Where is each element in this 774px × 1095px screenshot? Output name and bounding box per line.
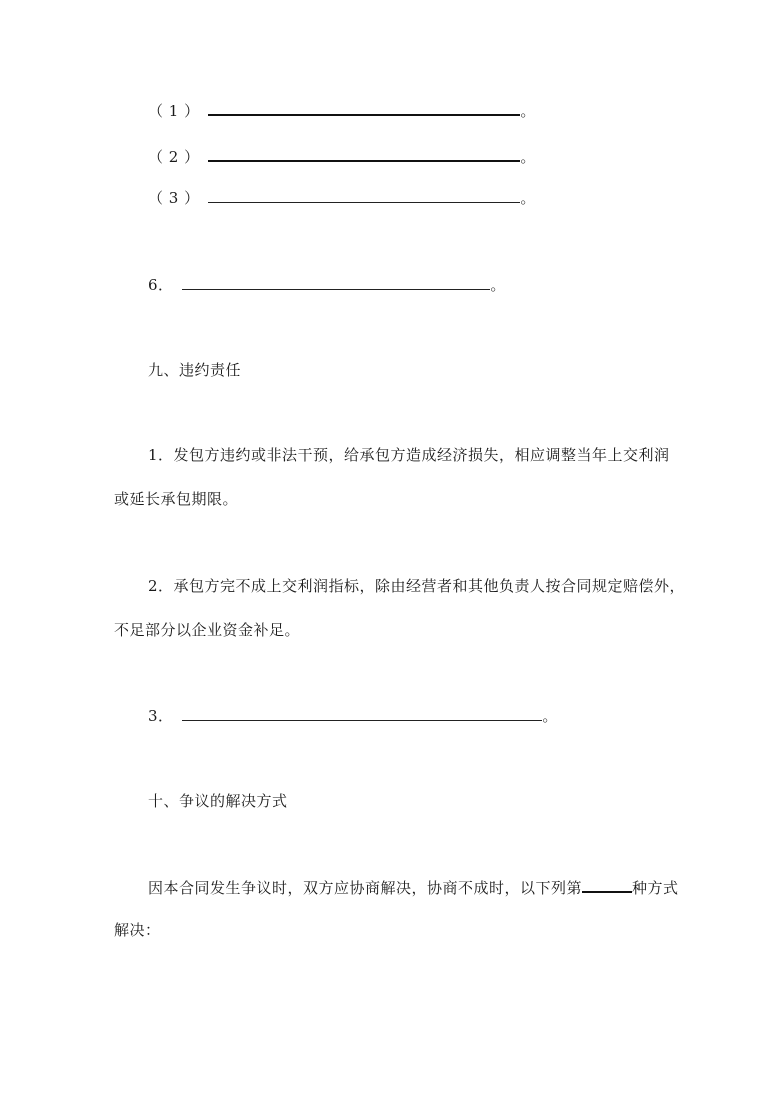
fill-in-line-1[interactable] [208, 100, 520, 116]
section-10-heading: 十、争议的解决方式 [148, 792, 288, 810]
item-1-label: （ 1 ） [148, 102, 200, 120]
section-10-para-line-2: 解决： [114, 921, 161, 939]
blank-item-2 [148, 146, 535, 167]
section-9-item-3-label: 3． [148, 707, 174, 725]
fill-in-method-number[interactable] [582, 877, 632, 893]
fill-in-line-3[interactable] [208, 188, 520, 203]
section-9-item-3-end: 。 [542, 707, 558, 725]
section-9-para-1-line-1: 1．发包方违约或非法干预，给承包方造成经济损失，相应调整当年上交利润 [148, 446, 670, 464]
section-9-item-3 [148, 706, 557, 726]
fill-in-line-6[interactable] [182, 275, 490, 290]
section-9-para-2-line-2: 不足部分以企业资金补足。 [114, 621, 301, 639]
section-10-para-after: 种方式 [632, 879, 679, 897]
item-6-label: 6． [148, 276, 174, 294]
item-6-end: 。 [490, 276, 506, 294]
fill-in-line-9-3[interactable] [182, 706, 542, 721]
blank-item-1 [148, 100, 535, 121]
blank-item-6 [148, 275, 505, 295]
fill-in-line-2[interactable] [208, 146, 520, 162]
item-3-label: （ 3 ） [148, 189, 200, 207]
blank-item-3 [148, 188, 535, 208]
item-3-end: 。 [520, 189, 536, 207]
section-9-para-2-line-1: 2．承包方完不成上交利润指标，除由经营者和其他负责人按合同规定赔偿外， [148, 577, 686, 595]
section-9-heading: 九、违约责任 [148, 361, 242, 379]
item-2-end: 。 [520, 148, 536, 166]
section-9-para-1-line-2: 或延长承包期限。 [114, 490, 239, 508]
section-10-para-before: 因本合同发生争议时，双方应协商解决，协商不成时，以下列第 [148, 879, 583, 897]
section-10-para-line-1 [148, 877, 679, 898]
item-1-end: 。 [520, 102, 536, 120]
item-2-label: （ 2 ） [148, 148, 200, 166]
